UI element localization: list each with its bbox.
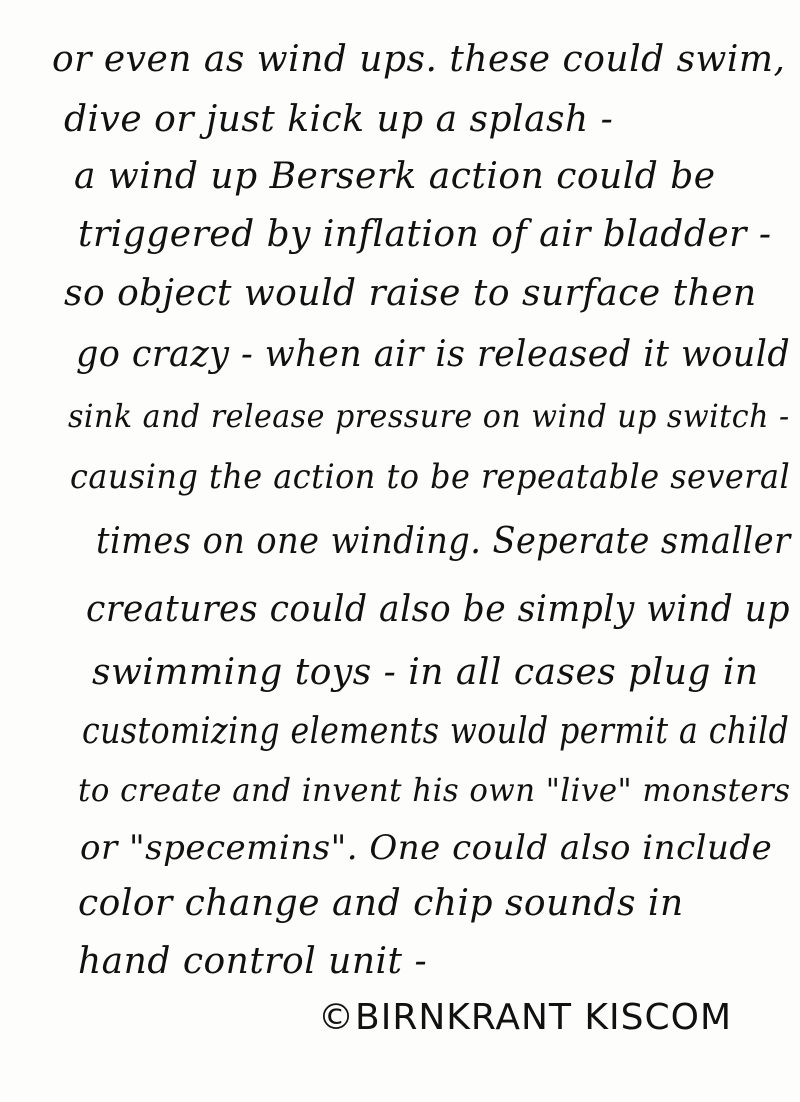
text-line-14: or "specemins". One could also include (80, 828, 773, 868)
text-line-4: triggered by inflation of air bladder - (78, 214, 772, 255)
text-line-16: hand control unit - (78, 941, 428, 982)
text-line-2: dive or just kick up a splash - (64, 99, 614, 140)
text-line-8: causing the action to be repeatable several (70, 457, 791, 497)
text-line-12: customizing elements would permit a child (82, 711, 790, 752)
text-line-11: swimming toys - in all cases plug in (92, 652, 759, 693)
text-line-3: a wind up Berserk action could be (74, 156, 716, 197)
text-line-5: so object would raise to surface then (64, 273, 757, 314)
text-line-7: sink and release pressure on wind up switch - (68, 397, 790, 435)
text-line-13: to create and invent his own "live" monsters (78, 771, 791, 809)
text-line-9: times on one winding. Seperate smaller (96, 521, 791, 562)
text-line-6: go crazy - when air is released it would (76, 334, 791, 375)
text-line-10: creatures could also be simply wind up (86, 589, 790, 630)
text-line-15: color change and chip sounds in (78, 883, 684, 924)
text-line-1: or even as wind ups. these could swim, (52, 39, 786, 80)
copyright-signature: ©BIRNKRANT KISCOM (318, 997, 733, 1038)
